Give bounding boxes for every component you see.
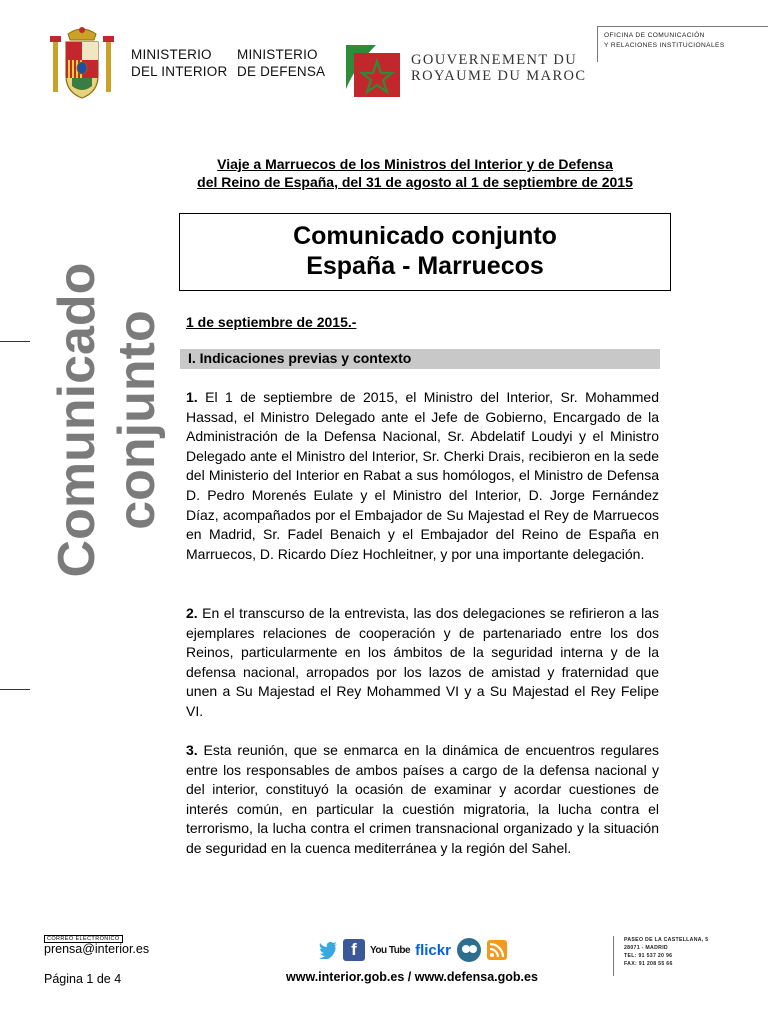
email-label: CORREO ELECTRÓNICO: [44, 935, 123, 943]
youtube-icon[interactable]: [370, 945, 410, 956]
paragraph-1: [186, 388, 659, 564]
paragraph-number: 1.: [186, 389, 198, 405]
document-date: 1 de septiembre de 2015.-: [186, 314, 357, 330]
paragraph-3: [186, 741, 659, 859]
paragraph-text: El 1 de septiembre de 2015, el Ministro del Interior, Sr. Mohammed Hassad, el Ministro Delegado ante el Jefe de Gobierno, Encargado de la Administración de la Defensa Nacional, Sr. Abdelatif Loudyi y el Ministro Delegado ante el Ministro del Interior, Sr. Cherki Drais, recibieron en la sede del Ministerio del Interior en Rabat a sus homólogos, el Ministro de Defensa D. Pedro Morenés Eulate y el Ministro del Interior, D. Jorge Fernández Díaz, acompañados por el Embajador de Su Majestad el Rey de Marruecos en Madrid, Sr. Fadel Benaich y el Embajador del Reino de España en Marruecos, D. Ricardo Díez Hochleitner, y por una importante delegación.: [186, 389, 659, 562]
page-number: Página 1 de 4: [44, 972, 122, 986]
ministry-interior-label: [131, 46, 231, 80]
office-line2: Y RELACIONES INSTITUCIONALES: [604, 42, 725, 49]
email-link[interactable]: prensa@interior.es: [44, 942, 150, 956]
main-title-line1: Comunicado conjunto: [293, 222, 557, 250]
spain-coat-of-arms-logo: [50, 26, 114, 104]
morocco-gov-line2: ROYAUME DU MAROC: [411, 68, 587, 84]
flickr-label: flickr: [415, 941, 451, 959]
ministry-defensa-line2: DE DEFENSA: [237, 64, 326, 79]
paragraph-2: [186, 604, 659, 722]
paragraph-text: En el transcurso de la entrevista, las dos delegaciones se refirieron a las ejemplares relaciones de cooperación y de partenariado entre los dos Reinos, particularmente en los ámbitos de la seguridad interna y de la defensa nacional, arropados por los lazos de amistad y fraternidad que unen a Su Majestad el Rey Mohammed VI y a Su Majestad el Rey Felipe VI.: [186, 605, 659, 719]
address-block: [613, 936, 744, 976]
morocco-gov-line1: GOUVERNEMENT DU: [411, 52, 578, 68]
section-heading-bar: [180, 349, 660, 369]
main-title-line2: España - Marruecos: [306, 252, 544, 280]
section-heading: I. Indicaciones previas y contexto: [188, 350, 412, 366]
side-divider-top: [0, 341, 30, 342]
agency-badge-icon[interactable]: [456, 937, 482, 963]
twitter-icon[interactable]: [318, 941, 338, 959]
trip-title-line1: Viaje a Marruecos de los Ministros del Interior y de Defensa: [217, 156, 613, 172]
paragraph-number: 3.: [186, 742, 198, 758]
morocco-government-logo: [346, 45, 402, 97]
ministry-interior-line2: DEL INTERIOR: [131, 64, 228, 79]
trip-title-line2: del Reino de España, del 31 de agosto al 1 de septiembre de 2015: [197, 174, 633, 190]
paragraph-text: Esta reunión, que se enmarca en la dinámica de encuentros regulares entre los responsables de ambos países a cargo de la defensa nacional y del interior, constituyó la ocasión de examinar y acordar cuestiones de interés común, en particular la cuestión migratoria, la lucha contra el terrorismo, la lucha contra el crimen transnacional organizado y la situación de seguridad en la cuenca mediterránea y la región del Sahel.: [186, 742, 659, 856]
ministry-defensa-line1: MINISTERIO: [237, 47, 318, 62]
address-fax: FAX: 91 208 55 66: [624, 961, 673, 967]
facebook-icon[interactable]: f: [343, 939, 365, 961]
websites-link[interactable]: www.interior.gob.es / www.defensa.gob.es: [286, 970, 538, 984]
address-line1: PASEO DE LA CASTELLANA, 5: [624, 937, 709, 943]
morocco-government-label: [411, 52, 586, 84]
flickr-icon[interactable]: [415, 942, 451, 959]
office-line1: OFICINA DE COMUNICACIÓN: [604, 32, 705, 39]
address-phone: TEL: 91 537 20 96: [624, 953, 673, 959]
main-title-box: [179, 213, 671, 291]
side-divider-bottom: [0, 689, 30, 690]
ministry-defensa-label: [237, 46, 337, 80]
communication-office-label: [597, 26, 768, 62]
paragraph-number: 2.: [186, 605, 198, 621]
side-vertical-title: Comunicado conjunto: [48, 262, 166, 578]
rss-icon[interactable]: [487, 940, 507, 960]
address-line2: 28071 - MADRID: [624, 945, 668, 951]
ministry-interior-line1: MINISTERIO: [131, 47, 212, 62]
trip-title: [160, 155, 670, 191]
youtube-label: You Tube: [370, 944, 411, 956]
social-icons: [318, 937, 507, 963]
